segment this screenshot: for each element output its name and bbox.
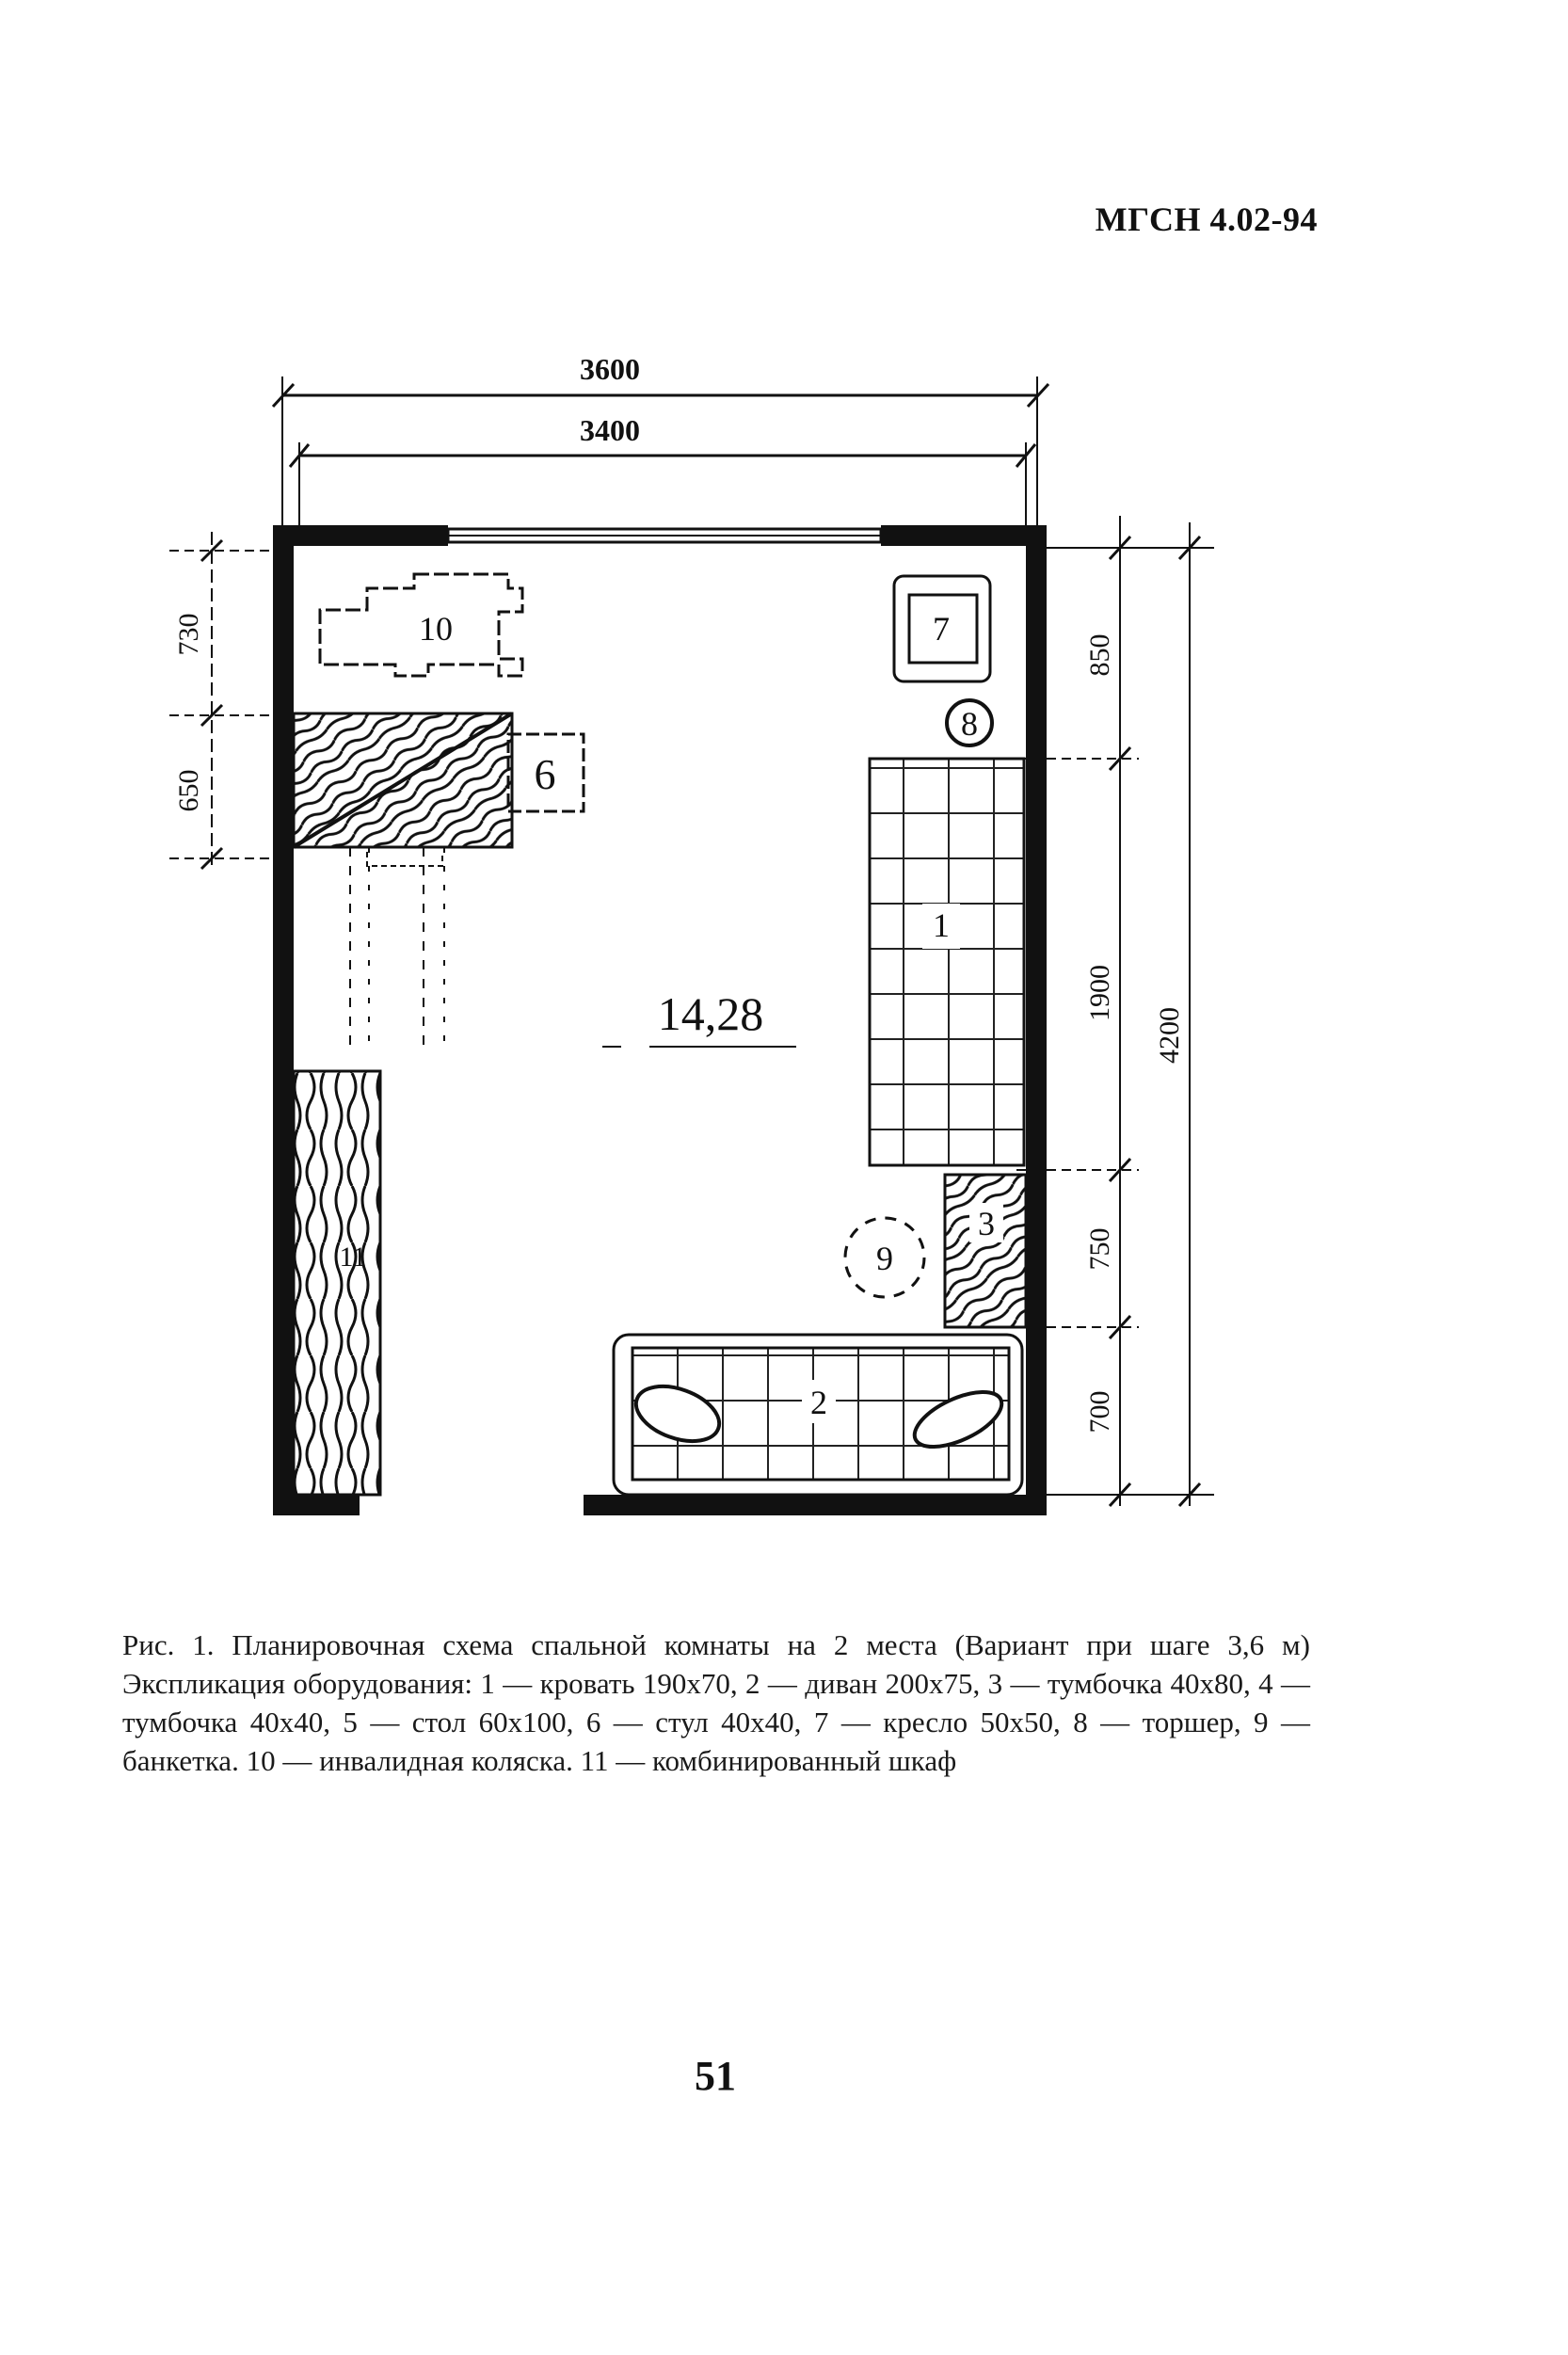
page-number: 51 — [695, 2053, 736, 2099]
dimension-850-label: 850 — [1084, 633, 1115, 677]
wardrobe-bottom — [294, 1071, 380, 1495]
item-10-label: 10 — [419, 610, 453, 648]
dimension-3600 — [273, 352, 1048, 541]
wardrobe-door-lines — [350, 847, 444, 1054]
wheelchair-outline — [320, 574, 522, 676]
dimension-3400 — [290, 413, 1035, 527]
dimension-4200-label: 4200 — [1154, 1007, 1185, 1064]
figure-caption: Рис. 1. Планировочная схема спальной комнаты на 2 места (Вариант при шаге 3,6 м) Экспликация оборудования: 1 — кровать 190x70, 2 — диван 200x75, 3 — тумбочка 40x80, 4 — тумбочка 40x40, 5 — стол 60x100, 6 — стул 40x40, 7 — кресло 50x50, 8 — торшер, 9 — банкетка. 10 — инвалидная коляска. 11 — комбинированный шкаф — [122, 1628, 1310, 1777]
document-code: МГСН 4.02-94 — [1095, 200, 1318, 238]
dimension-650-label: 650 — [173, 769, 204, 812]
wardrobe-top — [294, 713, 512, 847]
item-1-label: 1 — [933, 906, 950, 944]
item-8-label: 8 — [961, 705, 978, 743]
dimension-700-label: 700 — [1084, 1390, 1115, 1434]
dimension-3600-label: 3600 — [580, 352, 640, 386]
item-3-label: 3 — [978, 1205, 995, 1242]
bed-outline — [870, 759, 1024, 1165]
dimension-730-label: 730 — [173, 613, 204, 656]
bench-circle — [845, 1218, 924, 1297]
floor-lamp-circle — [947, 700, 992, 745]
dimension-750-label: 750 — [1084, 1227, 1115, 1271]
room-area-label: 14,28 — [657, 987, 764, 1040]
item-2-label: 2 — [810, 1384, 827, 1421]
item-6-label: 6 — [534, 750, 556, 798]
room-area — [602, 987, 796, 1047]
dimension-left — [169, 532, 282, 871]
item-11-label: 11 — [339, 1242, 367, 1273]
chair-outline — [508, 734, 584, 811]
item-9-label: 9 — [876, 1240, 893, 1277]
nightstand-outline — [945, 1175, 1026, 1327]
dimension-1900-label: 1900 — [1084, 965, 1115, 1021]
dimension-3400-label: 3400 — [580, 413, 640, 447]
item-7-label: 7 — [933, 610, 950, 648]
sofa-outline — [614, 1335, 1022, 1495]
armchair-outline — [894, 576, 990, 681]
